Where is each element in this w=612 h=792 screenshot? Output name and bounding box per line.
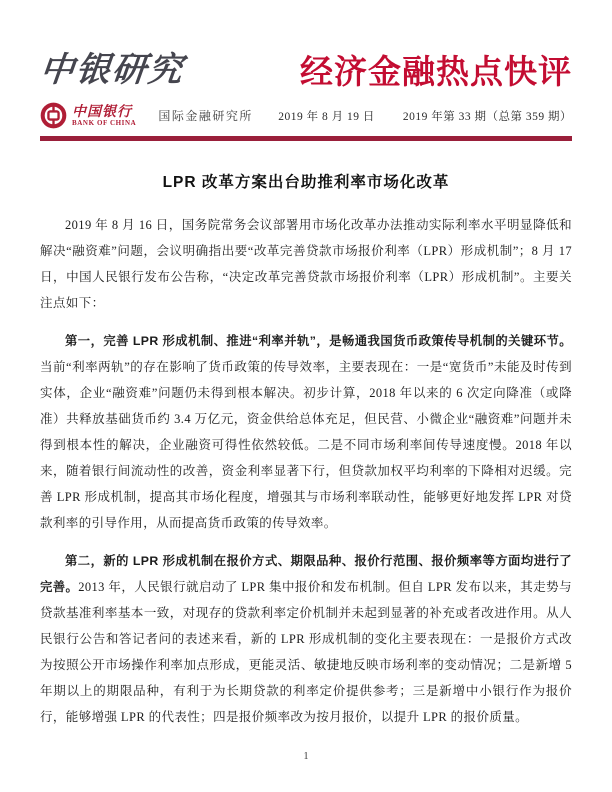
publication-title: 经济金融热点快评 xyxy=(300,52,572,90)
paragraph-1 xyxy=(40,212,572,316)
masthead-divider-rule xyxy=(40,136,572,141)
paragraph-2-bold-lead: 第一，完善 LPR 形成机制、推进“利率并轨”，是畅通我国货币政策传导机制的关键环节。 xyxy=(65,333,572,348)
bank-name-chinese: 中国银行 xyxy=(72,103,132,120)
article-title: LPR 改革方案出台助推利率市场化改革 xyxy=(162,173,450,191)
paragraph-3 xyxy=(40,548,572,730)
paragraph-3-bold-lead: 第二，新的 LPR 形成机制在报价方式、期限品种、报价行范围、报价频率等方面均进行了完善。 xyxy=(40,553,572,594)
paragraph-2 xyxy=(40,328,572,536)
bank-name-block xyxy=(72,105,136,127)
institute-name: 国际金融研究所 xyxy=(158,109,253,124)
article-body xyxy=(40,212,572,730)
publication-date: 2019 年 8 月 19 日 xyxy=(278,110,375,123)
bank-name-english: BANK OF CHINA xyxy=(72,118,137,127)
issue-number: 2019 年第 33 期（总第 359 期） xyxy=(402,110,572,123)
paragraph-2-text: 当前“利率两轨”的存在影响了货币政策的传导效率，主要表现在：一是“宽货币”未能及时传到实体，企业“融资难”问题仍未得到根本解决。初步计算，2018 年以来的 6 次定向降准（或降准）共释放基础货币约 3.4 万亿元，资金供给总体充足，但民营、小微企业“融资难”问题并未得到根本性的解决，企业融资可得性依然较低。二是不同市场利率间传导速度慢。2018 年以来，随着银行间流动性的改善，资金利率显著下行，但贷款加权平均利率的下降相对迟缓。完善 LPR 形成机制，提高其市场化程度，增强其与市场利率联动性，能够更好地发挥 LPR 对贷款利率的引导作用，从而提高货币政策的传导效率。 xyxy=(40,359,572,530)
zhongyin-research-calligraphy-logo: 中银研究 xyxy=(37,50,187,90)
page-number: 1 xyxy=(303,751,309,762)
paragraph-1-text: 2019 年 8 月 16 日，国务院常务会议部署用市场化改革办法推动实际利率水平明显降低和解决“融资难”问题，会议明确指出要“改革完善贷款市场报价利率（LPR）形成机制”；8 月 17 日，中国人民银行发布公告称，“决定改革完善贷款市场报价利率（LPR）形成机制”。主要关注点如下： xyxy=(40,217,572,310)
masthead xyxy=(37,50,572,90)
bank-of-china-emblem-icon xyxy=(40,102,67,129)
brand-row xyxy=(40,102,572,129)
paragraph-3-text: 2013 年，人民银行就启动了 LPR 集中报价和发布机制。但自 LPR 发布以来，其走势与贷款基准利率基本一致，对现存的贷款利率定价机制并未起到显著的补充或者改进作用。从人民银行公告和答记者问的表述来看，新的 LPR 形成机制的变化主要表现在：一是报价方式改为按照公开市场操作利率加点形成，更能灵活、敏捷地反映市场利率的变动情况；二是新增 5 年期以上的期限品种，有利于为长期贷款的利率定价提供参考；三是新增中小银行作为报价行，能够增强 LPR 的代表性；四是报价频率改为按月报价，以提升 LPR 的报价质量。 xyxy=(40,579,572,724)
